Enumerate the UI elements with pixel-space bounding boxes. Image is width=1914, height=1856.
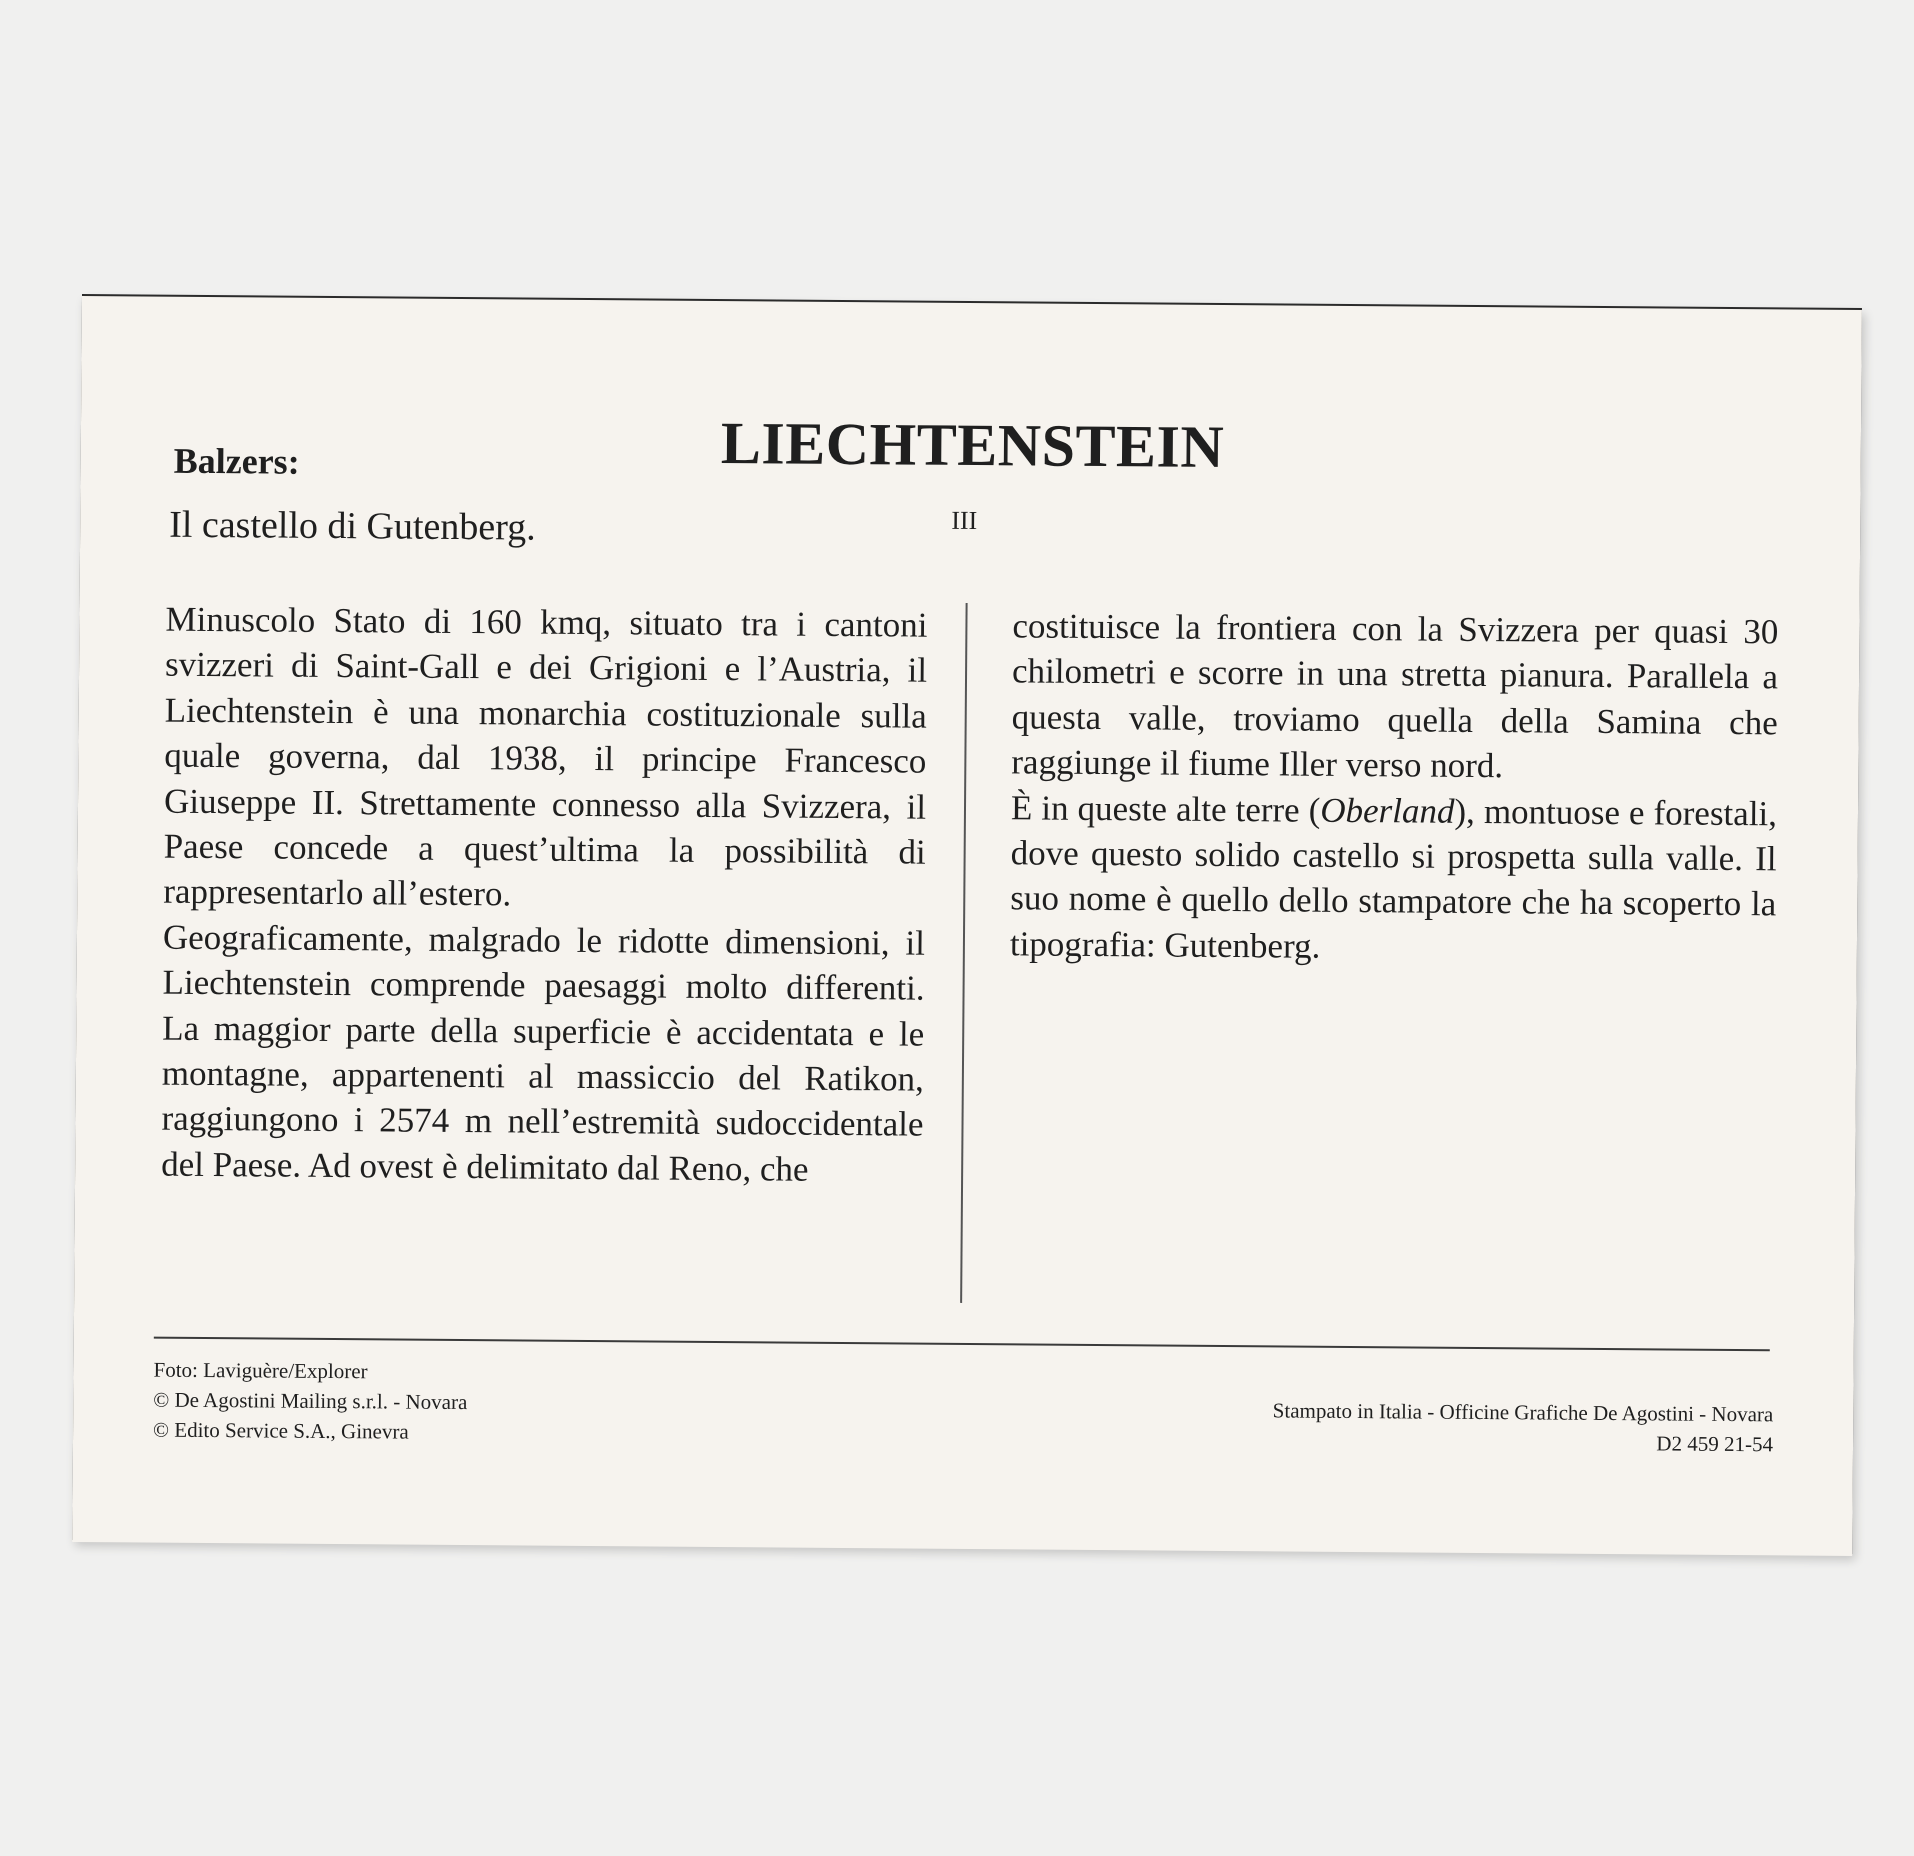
photo-credit: Foto: Laviguère/Explorer [153,1357,368,1384]
copyright-line-2: © Edito Service S.A., Ginevra [153,1417,409,1444]
print-code: D2 459 21-54 [1656,1431,1774,1457]
subject-caption: Il castello di Gutenberg. [169,503,536,549]
text-column-left [161,597,928,1193]
right-paragraph-2-start: È in queste alte terre ( [1010,787,1321,830]
right-paragraph-1: costituisce la frontiera con la Svizzera per quasi 30 chilometri e scorre in una stretta pianura. Parallela a questa valle, troviamo quella della Samina che raggiunge il fiume Iller verso nord. [1011,606,1779,786]
credits-block [153,1355,468,1447]
volume-number: III [951,505,978,536]
card-title: LIECHTENSTEIN [720,410,1225,480]
printer-block [1272,1395,1773,1459]
printer-line: Stampato in Italia - Officine Grafiche De Agostini - Novara [1272,1398,1774,1427]
left-paragraph-2: Geograficamente, malgrado le ridotte dimensioni, il Liechtenstein comprende paesaggi molto differenti. La maggior parte della superficie è accidentata e le montagne, appartenenti al massiccio del Ratikon, raggiungono i 2574 m nell’estremità sudoccidentale del Paese. Ad ovest è delimitato dal Reno, che [161,917,926,1189]
footer-rule [154,1337,1770,1352]
copyright-line-1: © De Agostini Mailing s.r.l. - Novara [153,1387,468,1415]
column-divider [960,603,967,1303]
right-paragraph-2-end: ), montuose e forestali, dove questo solido castello si prospetta sulla valle. Il suo nome è quello dello stampatore che ha scoperto la tipografia: Gutenberg. [1009,791,1778,966]
right-paragraph-2 [1010,785,1777,973]
left-paragraph-1: Minuscolo Stato di 160 kmq, situato tra i cantoni svizzeri di Saint-Gall e dei Grigioni e l’Austria, il Liechtenstein è una monarchia costituzionale sulla quale governa, dal 1938, il principe Francesco Giuseppe II. Strettamente connesso alla Svizzera, il Paese concede a quest’ultima la possibilità di rappresentarlo all’estero. [163,599,928,914]
text-column-right [1010,603,1779,972]
oberland-term: Oberland [1320,790,1455,831]
place-name: Balzers: [173,440,300,482]
postcard-back [72,296,1862,1556]
